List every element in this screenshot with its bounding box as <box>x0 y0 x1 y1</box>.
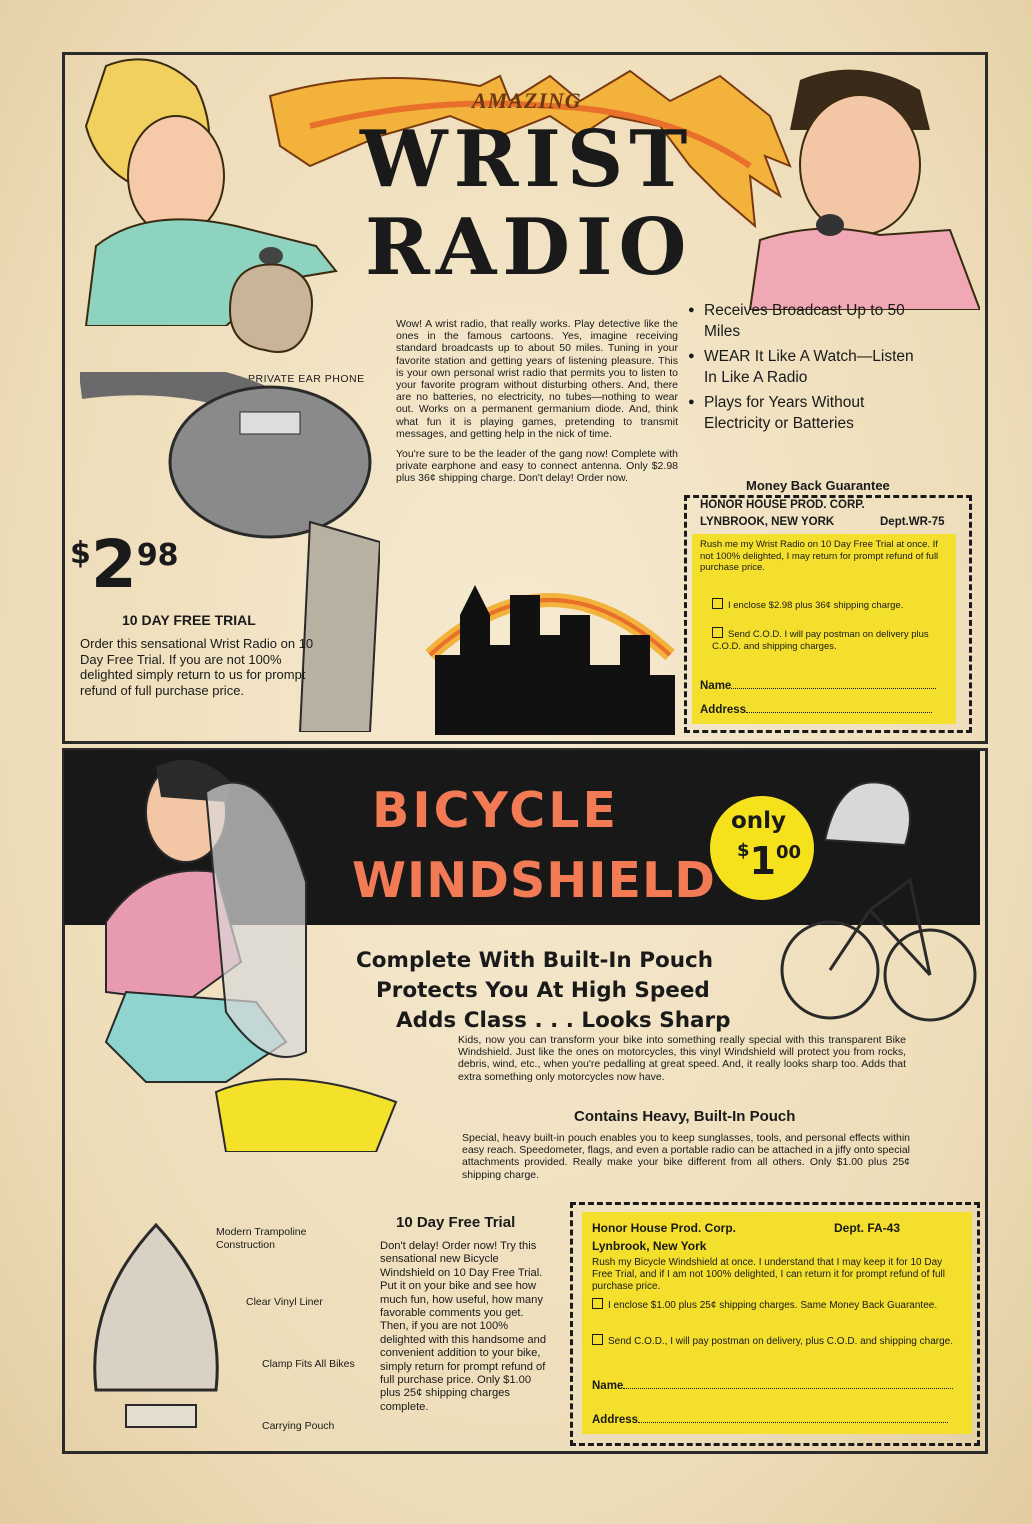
description-paragraph: Wow! A wrist radio, that really works. Play detective like the ones in the famous cartoons. Yes, imagine receiving standard broadcasts up to about 50 miles. Tuning in your favorite station and getting years of listening pleasure. This is your own personal wrist radio that permits you to listen to your favorite program without disturbing others. And, there are no batteries, no electricity, no tubes—nothing to wear out. Works on a permanent germanium diode. And, think what fun it is playing games, pretending to transmit messages, and getting help in the nick of time. <box>396 318 678 440</box>
trial-heading: 10 DAY FREE TRIAL <box>122 612 256 628</box>
coupon-company: HONOR HOUSE PROD. CORP. <box>700 499 865 511</box>
windshield-description: Kids, now you can transform your bike into something really special with this transparent Bike Windshield. Just like the ones on motorcycles, this vinyl Windshield will protect you from rocks, debris, wind, etc., when you're pedalling at great speed. And, it really looks sharp too. Adds that extra something only motorcycles now have. <box>458 1034 906 1083</box>
bullet-item: ● WEAR It Like A Watch—Listen In Like A Radio <box>688 346 928 388</box>
name-label: Name <box>700 680 732 692</box>
coupon-text: Rush me my Wrist Radio on 10 Day Free Trial at once. If not 100% delighted, I may return for prompt refund of full purchase price. <box>700 539 939 573</box>
coupon-dept: Dept. FA-43 <box>834 1221 901 1235</box>
price-whole: 1 <box>749 839 776 883</box>
money-back-guarantee: Money Back Guarantee <box>746 478 890 493</box>
coupon-dept: Dept.WR-75 <box>880 516 945 528</box>
price-dollar-sign: $ <box>737 840 750 861</box>
title-windshield: WINDSHIELD <box>352 852 716 909</box>
address-line[interactable] <box>638 1412 948 1423</box>
pouch-description: Special, heavy built-in pouch enables you to keep sunglasses, tools, and personal effects within easy reach. Speedometer, flags, and even a portable radio can be attached in a jiffy onto special attachments provided. Really make your bike different from all others. Only $1.00 plus 25¢ shipping charge. <box>462 1132 910 1181</box>
coupon-name-field[interactable] <box>592 1378 953 1392</box>
bicycle-illustration <box>780 770 980 1030</box>
coupon-option-enclose[interactable] <box>592 1298 964 1312</box>
bullet-item: ● Plays for Years Without Electricity or Batteries <box>688 392 928 434</box>
amazing-label: AMAZING <box>472 88 582 113</box>
checkbox-enclose[interactable] <box>592 1298 603 1309</box>
checkbox-enclose[interactable] <box>712 598 723 609</box>
wrist-radio-price <box>70 526 179 603</box>
wrist-radio-description <box>396 318 678 493</box>
feature-clamp: Clamp Fits All Bikes <box>262 1358 355 1370</box>
coupon-option-enclose[interactable] <box>712 598 950 612</box>
option-label: I enclose $1.00 plus 25¢ shipping charges. Same Money Back Guarantee. <box>608 1300 938 1311</box>
only-label: only <box>731 808 787 834</box>
address-label: Address <box>592 1414 639 1426</box>
title-wrist: WRIST <box>360 114 694 205</box>
coupon-city: Lynbrook, New York <box>592 1239 707 1253</box>
coupon-address-field[interactable] <box>592 1412 948 1426</box>
option-label: I enclose $2.98 plus 36¢ shipping charge. <box>728 600 904 611</box>
headline-speed: Protects You At High Speed <box>376 978 710 1003</box>
coupon-option-cod[interactable] <box>592 1334 964 1348</box>
option-label: Send C.O.D. I will pay postman on delivery plus C.O.D. and shipping charges. <box>712 629 929 652</box>
headline-pouch: Complete With Built-In Pouch <box>356 948 714 973</box>
coupon-city: LYNBROOK, NEW YORK <box>700 516 835 528</box>
trial-text: Don't delay! Order now! Try this sensational new Bicycle Windshield on 10 Day Free Trial. Put it on your bike and see how much fun, how useful, how many favorable comments you get. Then, if you are not 100% delighted with this handsome and convenient addition to your bike, simply return for prompt refund of full purchase price. Only $1.00 plus 25¢ shipping charges complete. <box>380 1240 547 1413</box>
price-dollar-sign: $ <box>70 536 91 571</box>
checkbox-cod[interactable] <box>592 1334 603 1345</box>
trial-heading: 10 Day Free Trial <box>396 1214 516 1231</box>
price-cents: 00 <box>775 842 802 863</box>
coupon-address-field[interactable] <box>700 702 932 716</box>
city-skyline-illustration <box>420 555 680 735</box>
feature-vinyl-liner: Clear Vinyl Liner <box>246 1296 323 1308</box>
title-radio: RADIO <box>365 202 693 293</box>
pouch-heading: Contains Heavy, Built-In Pouch <box>574 1108 796 1125</box>
price-whole: 2 <box>90 526 137 603</box>
coupon-option-cod[interactable] <box>712 627 950 652</box>
name-line[interactable] <box>731 678 936 689</box>
address-label: Address <box>700 704 747 716</box>
feature-trampoline: Modern Trampoline Construction <box>216 1226 307 1251</box>
address-line[interactable] <box>746 702 932 713</box>
bullet-item: ● Receives Broadcast Up to 50 Miles <box>688 300 928 342</box>
option-label: Send C.O.D., I will pay postman on delivery, plus C.O.D. and shipping charge. <box>608 1336 953 1347</box>
name-line[interactable] <box>623 1378 953 1389</box>
feature-bullets <box>688 300 928 438</box>
ear-phone-illustration <box>210 250 330 370</box>
trial-text: Order this sensational Wrist Radio on 10 Day Free Trial. If you are not 100% delighted simply return to us for prompt refund of full purchase price. <box>80 636 314 698</box>
checkbox-cod[interactable] <box>712 627 723 638</box>
description-paragraph: You're sure to be the leader of the gang now! Complete with private earphone and easy to connect antenna. Only $2.98 plus 36¢ shipping charge. Don't delay! Order now. <box>396 448 678 485</box>
coupon-text: Rush my Bicycle Windshield at once. I understand that I may keep it for 10 Day Free Trial, and if I am not 100% delighted, I can return it for prompt refund of full purchase price. <box>592 1257 945 1292</box>
coupon-company: Honor House Prod. Corp. <box>592 1221 736 1235</box>
boy-illustration <box>730 60 980 310</box>
feature-pouch: Carrying Pouch <box>262 1420 335 1432</box>
ear-phone-label: PRIVATE EAR PHONE <box>248 373 365 385</box>
title-bicycle: BICYCLE <box>372 782 619 839</box>
headline-class: Adds Class . . . Looks Sharp <box>396 1008 731 1033</box>
name-label: Name <box>592 1380 624 1392</box>
price-cents: 98 <box>136 538 179 573</box>
coupon-name-field[interactable] <box>700 678 936 692</box>
windshield-diagram <box>86 1220 226 1435</box>
